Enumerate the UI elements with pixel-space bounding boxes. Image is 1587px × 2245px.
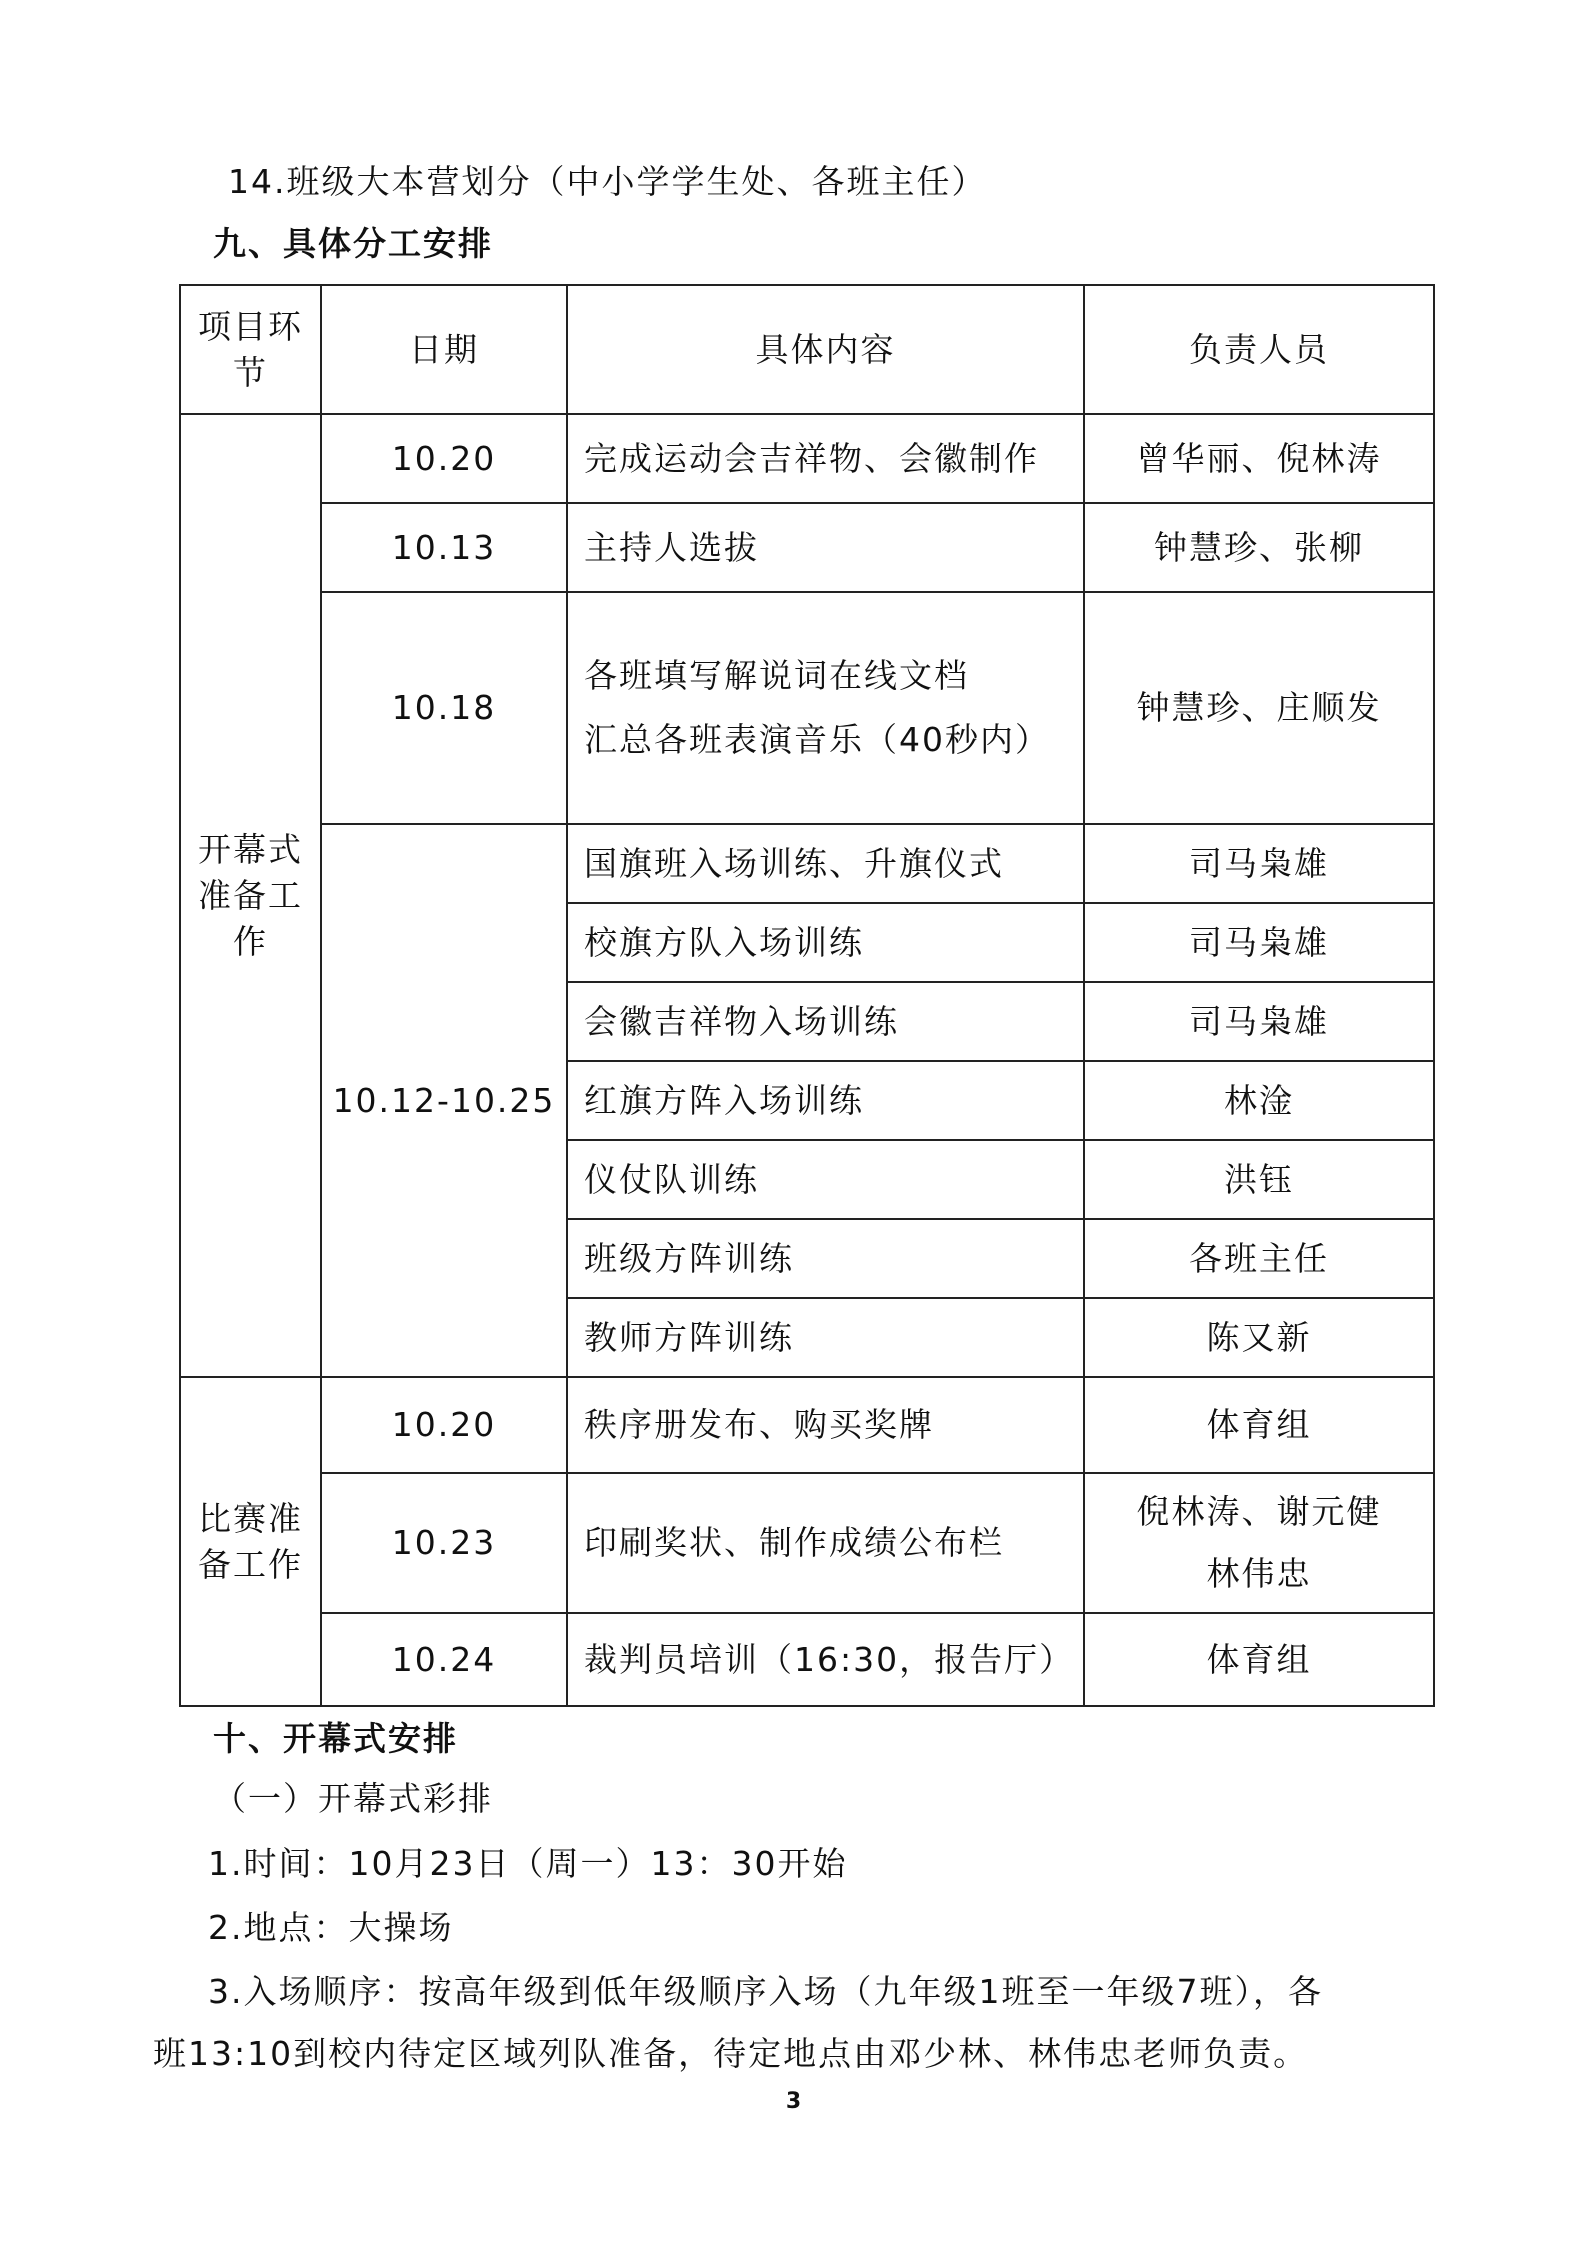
table-row (180, 1473, 1434, 1613)
owner-cell: 曾华丽、倪林涛 (1084, 414, 1434, 503)
owner-cell: 体育组 (1084, 1377, 1434, 1473)
owner-cell: 林淦 (1084, 1061, 1434, 1140)
date-cell: 10.20 (321, 414, 567, 503)
content-cell: 各班填写解说词在线文档 汇总各班表演音乐（40秒内） (567, 592, 1084, 824)
owner-cell: 司马枭雄 (1084, 982, 1434, 1061)
table-row (180, 1377, 1434, 1473)
content-cell: 主持人选拔 (567, 503, 1084, 592)
header-date: 日期 (321, 285, 567, 414)
owner-cell: 倪林涛、谢元健 林伟忠 (1084, 1473, 1434, 1613)
content-cell: 仪仗队训练 (567, 1140, 1084, 1219)
header-phase: 项目环 节 (180, 285, 321, 414)
content-cell: 国旗班入场训练、升旗仪式 (567, 824, 1084, 903)
phase-cell-competition-prep: 比赛准 备工作 (180, 1377, 321, 1706)
task-assignment-table (179, 284, 1435, 1707)
table-row (180, 503, 1434, 592)
date-cell: 10.20 (321, 1377, 567, 1473)
content-cell: 完成运动会吉祥物、会徽制作 (567, 414, 1084, 503)
date-cell: 10.23 (321, 1473, 567, 1613)
owner-cell: 陈又新 (1084, 1298, 1434, 1377)
owner-cell: 体育组 (1084, 1613, 1434, 1706)
table-header-row (180, 285, 1434, 414)
table-row (180, 824, 1434, 903)
owner-cell: 洪钰 (1084, 1140, 1434, 1219)
owner-cell: 司马枭雄 (1084, 824, 1434, 903)
table-row (180, 592, 1434, 824)
owner-cell: 钟慧珍、张柳 (1084, 503, 1434, 592)
item-14-text: 14.班级大本营划分（中小学学生处、各班主任） (228, 162, 987, 201)
header-owner: 负责人员 (1084, 285, 1434, 414)
owner-cell: 钟慧珍、庄顺发 (1084, 592, 1434, 824)
entry-order-line-2: 班13:10到校内待定区域列队准备，待定地点由邓少林、林伟忠老师负责。 (153, 2034, 1309, 2073)
section-10-title: 十、开幕式安排 (213, 1719, 458, 1758)
owner-cell: 各班主任 (1084, 1219, 1434, 1298)
content-cell: 裁判员培训（16:30，报告厅） (567, 1613, 1084, 1706)
content-cell: 教师方阵训练 (567, 1298, 1084, 1377)
table-row (180, 414, 1434, 503)
subsection-1-title: （一）开幕式彩排 (213, 1779, 493, 1818)
content-cell: 秩序册发布、购买奖牌 (567, 1377, 1084, 1473)
page-number: 3 (785, 2089, 802, 2114)
rehearsal-place: 2.地点：大操场 (208, 1908, 454, 1947)
content-cell: 红旗方阵入场训练 (567, 1061, 1084, 1140)
content-cell: 校旗方队入场训练 (567, 903, 1084, 982)
content-cell: 班级方阵训练 (567, 1219, 1084, 1298)
content-cell: 印刷奖状、制作成绩公布栏 (567, 1473, 1084, 1613)
header-content: 具体内容 (567, 285, 1084, 414)
section-9-title: 九、具体分工安排 (213, 224, 493, 263)
content-cell: 会徽吉祥物入场训练 (567, 982, 1084, 1061)
phase-cell-opening-prep: 开幕式 准备工 作 (180, 414, 321, 1377)
date-cell: 10.18 (321, 592, 567, 824)
entry-order-line-1: 3.入场顺序：按高年级到低年级顺序入场（九年级1班至一年级7班），各 (208, 1972, 1323, 2011)
table-row (180, 1613, 1434, 1706)
owner-cell: 司马枭雄 (1084, 903, 1434, 982)
rehearsal-time: 1.时间：10月23日（周一）13：30开始 (208, 1844, 848, 1883)
date-cell: 10.13 (321, 503, 567, 592)
date-cell-training-period: 10.12-10.25 (321, 824, 567, 1377)
date-cell: 10.24 (321, 1613, 567, 1706)
